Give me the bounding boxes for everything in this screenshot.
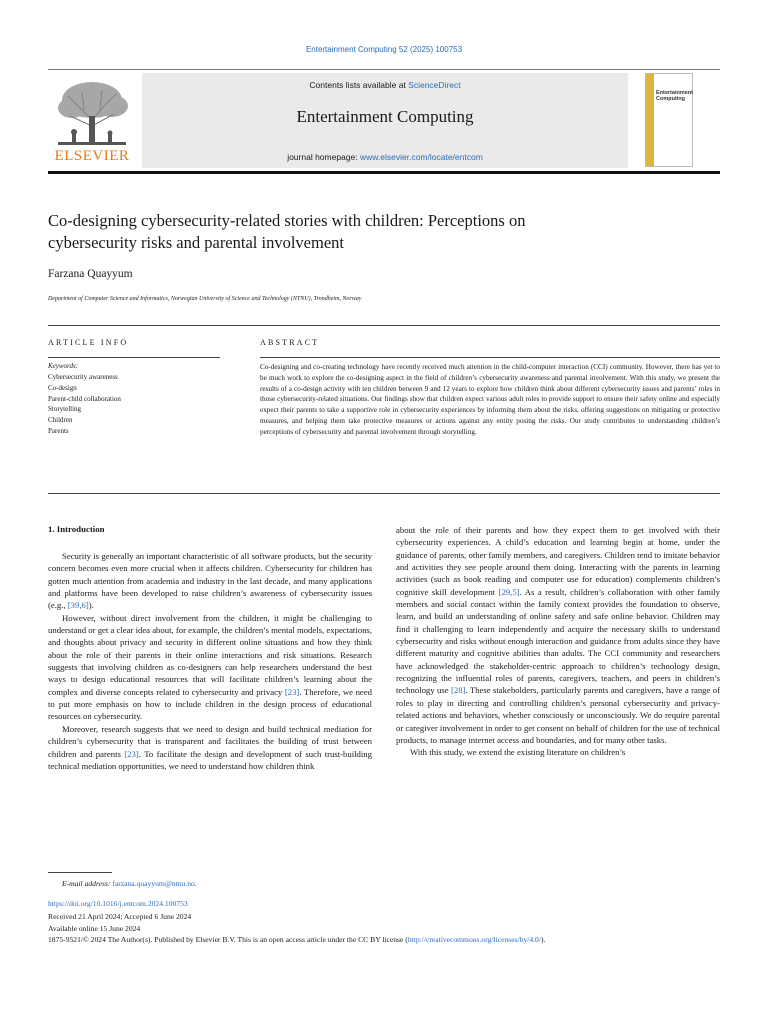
footnote-rule [48, 872, 112, 873]
intro-paragraph-1 [48, 550, 372, 612]
email-end: . [194, 879, 197, 888]
license-end: ). [540, 935, 546, 944]
paragraph-text: . Therefore, we need to put more emphasis on how to include children in the design process of educational resources on cybersecurity. [48, 686, 372, 722]
license-text: 1875-9521/© 2024 The Author(s). Published by Elsevier B.V. This is an open access article under the CC BY license ( [48, 935, 408, 944]
author-email-line [62, 879, 197, 888]
article-info-heading: ARTICLE INFO [48, 338, 129, 347]
citation-link[interactable]: [23] [284, 686, 300, 697]
title-line-2: cybersecurity risks and parental involvement [48, 233, 344, 252]
paragraph-text: However, without direct involvement from the children, it might be challenging to understand or get a clear idea about, for example, the children’s mental models, expectations, and thoughts about privacy and security in different online situations and how they think about the role of their parents in their online interactions and risk situations. Research suggests that involving children as co-designers can help researchers understand the best ways to design educational resources that will facilitate children’s learning about the complex and diverse concepts related to cybersecurity and privacy [48, 612, 372, 697]
section-heading-introduction: 1. Introduction [48, 524, 105, 534]
homepage-line [142, 152, 628, 162]
intro-paragraph-3 [48, 723, 372, 772]
paragraph-text: . These stakeholders, particularly parents and caregivers, have a range of roles to play in directing and controlling children’s personal cybersecurity and privacy-related actions and behaviors, whether consciously or unconsciously. We do require parental or caregiver involvement in order to get consent on behalf of children for the use of technical products, to manage internet access and boundaries, and for many other tasks. [396, 685, 720, 745]
abstract-text: Co-designing and co-creating technology have recently received much attention in the child-computer interaction (CCI) community. However, there has yet to be much work to explore the co-designing aspect in the field of children’s cybersecurity awareness and parental involvement. With this study, we present the results of a co-design activity with ten children between 9 and 12 years to explore how children think about different cybersecurity issues and parents’ roles in those cybersecurity-related situations. Our findings show that children expect various adult roles to provide support to ensure their safety online and especially expect their parents to take a supportive role in cybersecurity experiences by informing them about the risks, offering suggestions on mitigating or protective measures, and helping them take protective measures or actions against any entity posing the risks. Our study contributes to understanding children’s perceptions of cybersecurity and parental involvement through storytelling. [260, 363, 720, 436]
paragraph-text: ). [88, 600, 94, 611]
license-link[interactable]: http://creativecommons.org/licenses/by/4.0/ [407, 935, 541, 944]
paragraph-text: Security is generally an important characteristic of all software products, but the security concern becomes even more crucial when it affects children. Cybersecurity for children has gotten much attention from academia and industry in the last decade, and many applications and platforms have been developed to raise children’s awareness of cybersecurity issues (e.g., [48, 551, 372, 611]
journal-cover-thumbnail[interactable] [645, 73, 693, 167]
cover-title-line1: Entertainment [656, 90, 693, 96]
keyword-item: Parents [48, 426, 69, 435]
title-line-1: Co-designing cybersecurity-related stories with children: Perceptions on [48, 211, 526, 230]
paragraph-text: . As a result, children’s collaboration with other family members and social contact within the family context provides the foundation to observe, learn, and build an understanding of online safety and safe online behavior. Children may find it challenging to learn independently and acquire the necessary skills to understand cybersecurity and risks without enough interaction and guidance from adults since they have different maturity and cognitive abilities than adults. The CCI community and researchers have acknowledged the stakeholder-centric approach to children’s technology design, recognizing the influential roles of parents, caregivers, teachers, and peers in children’s technology use [396, 586, 720, 696]
keyword-item: Storytelling [48, 405, 82, 414]
article-title [48, 210, 688, 254]
contents-prefix: Contents lists available at [309, 80, 409, 90]
author-name: Farzana Quayyum [48, 268, 133, 280]
email-label: E-mail address: [62, 879, 113, 888]
cover-title [656, 90, 696, 102]
article-info-top-rule [48, 325, 720, 326]
received-dates: Received 21 April 2024; Accepted 6 June 2024 [48, 912, 192, 921]
homepage-prefix: journal homepage: [287, 152, 360, 162]
keywords-label: Keywords: [48, 362, 79, 370]
keyword-item: Co-design [48, 383, 77, 392]
banner-bottom-rule [48, 171, 720, 174]
abstract-heading: ABSTRACT [260, 338, 320, 347]
journal-citation-link[interactable]: Entertainment Computing 52 (2025) 100753 [305, 45, 463, 54]
banner-top-rule [48, 69, 720, 70]
elsevier-tree-icon [48, 76, 136, 148]
contents-line [142, 80, 628, 90]
abstract-rule [260, 357, 720, 358]
intro-paragraph-2 [48, 612, 372, 723]
license-line [48, 935, 728, 946]
cover-title-line2: Computing [656, 96, 686, 102]
abstract-bottom-rule [48, 493, 720, 494]
author-affiliation: Department of Computer Science and Informatics, Norwegian University of Science and Technology (NTNU), Trondheim, Norway [48, 296, 362, 302]
cover-spine [646, 74, 654, 166]
body-column-left [48, 550, 372, 772]
keyword-item: Cybersecurity awareness [48, 373, 118, 381]
keywords-list [48, 372, 121, 437]
available-online-date: Available online 15 June 2024 [48, 924, 141, 933]
keyword-item: Parent-child collaboration [48, 394, 121, 403]
article-info-rule [48, 357, 220, 358]
elsevier-wordmark: ELSEVIER [54, 148, 130, 164]
journal-homepage-link[interactable]: www.elsevier.com/locate/entcom [359, 152, 483, 162]
citation-link[interactable]: [39,6] [67, 600, 89, 611]
intro-paragraph-4: With this study, we extend the existing literature on children’s [410, 747, 626, 758]
sciencedirect-link[interactable]: ScienceDirect [408, 80, 461, 90]
intro-paragraph-3-continued [396, 524, 720, 746]
keyword-item: Children [48, 416, 73, 425]
paragraph-text: Moreover, research suggests that we need to design and build technical mediation for children’s cybersecurity that is transparent and facilitates the building of trust between children and parents [48, 723, 372, 759]
citation-link[interactable]: [23] [124, 748, 139, 759]
author-email-link[interactable]: farzana.quayyum@ntnu.no [112, 879, 195, 888]
citation-link[interactable]: [28] [450, 685, 466, 696]
paragraph-text: . To facilitate the design and development of such trust-building technical mediation opportunities, we need to understand how children think [48, 748, 372, 771]
journal-name: Entertainment Computing [296, 107, 474, 126]
paragraph-text: about the role of their parents and how they expect them to get involved with their cybersecurity experiences. A child’s education and learning begin at home, under the guidance of parents, other family members, and caregivers. Children tend to imitate behavior and activities they see people around them doing. Interacting with the parents in learning activities (such as book reading and computer use for education) complements children’s cognitive skill development [396, 525, 720, 597]
body-column-right [396, 524, 720, 759]
doi-link[interactable]: https://doi.org/10.1016/j.entcom.2024.100753 [48, 899, 188, 908]
citation-link[interactable]: [29,5] [498, 586, 520, 597]
elsevier-logo [48, 76, 136, 168]
